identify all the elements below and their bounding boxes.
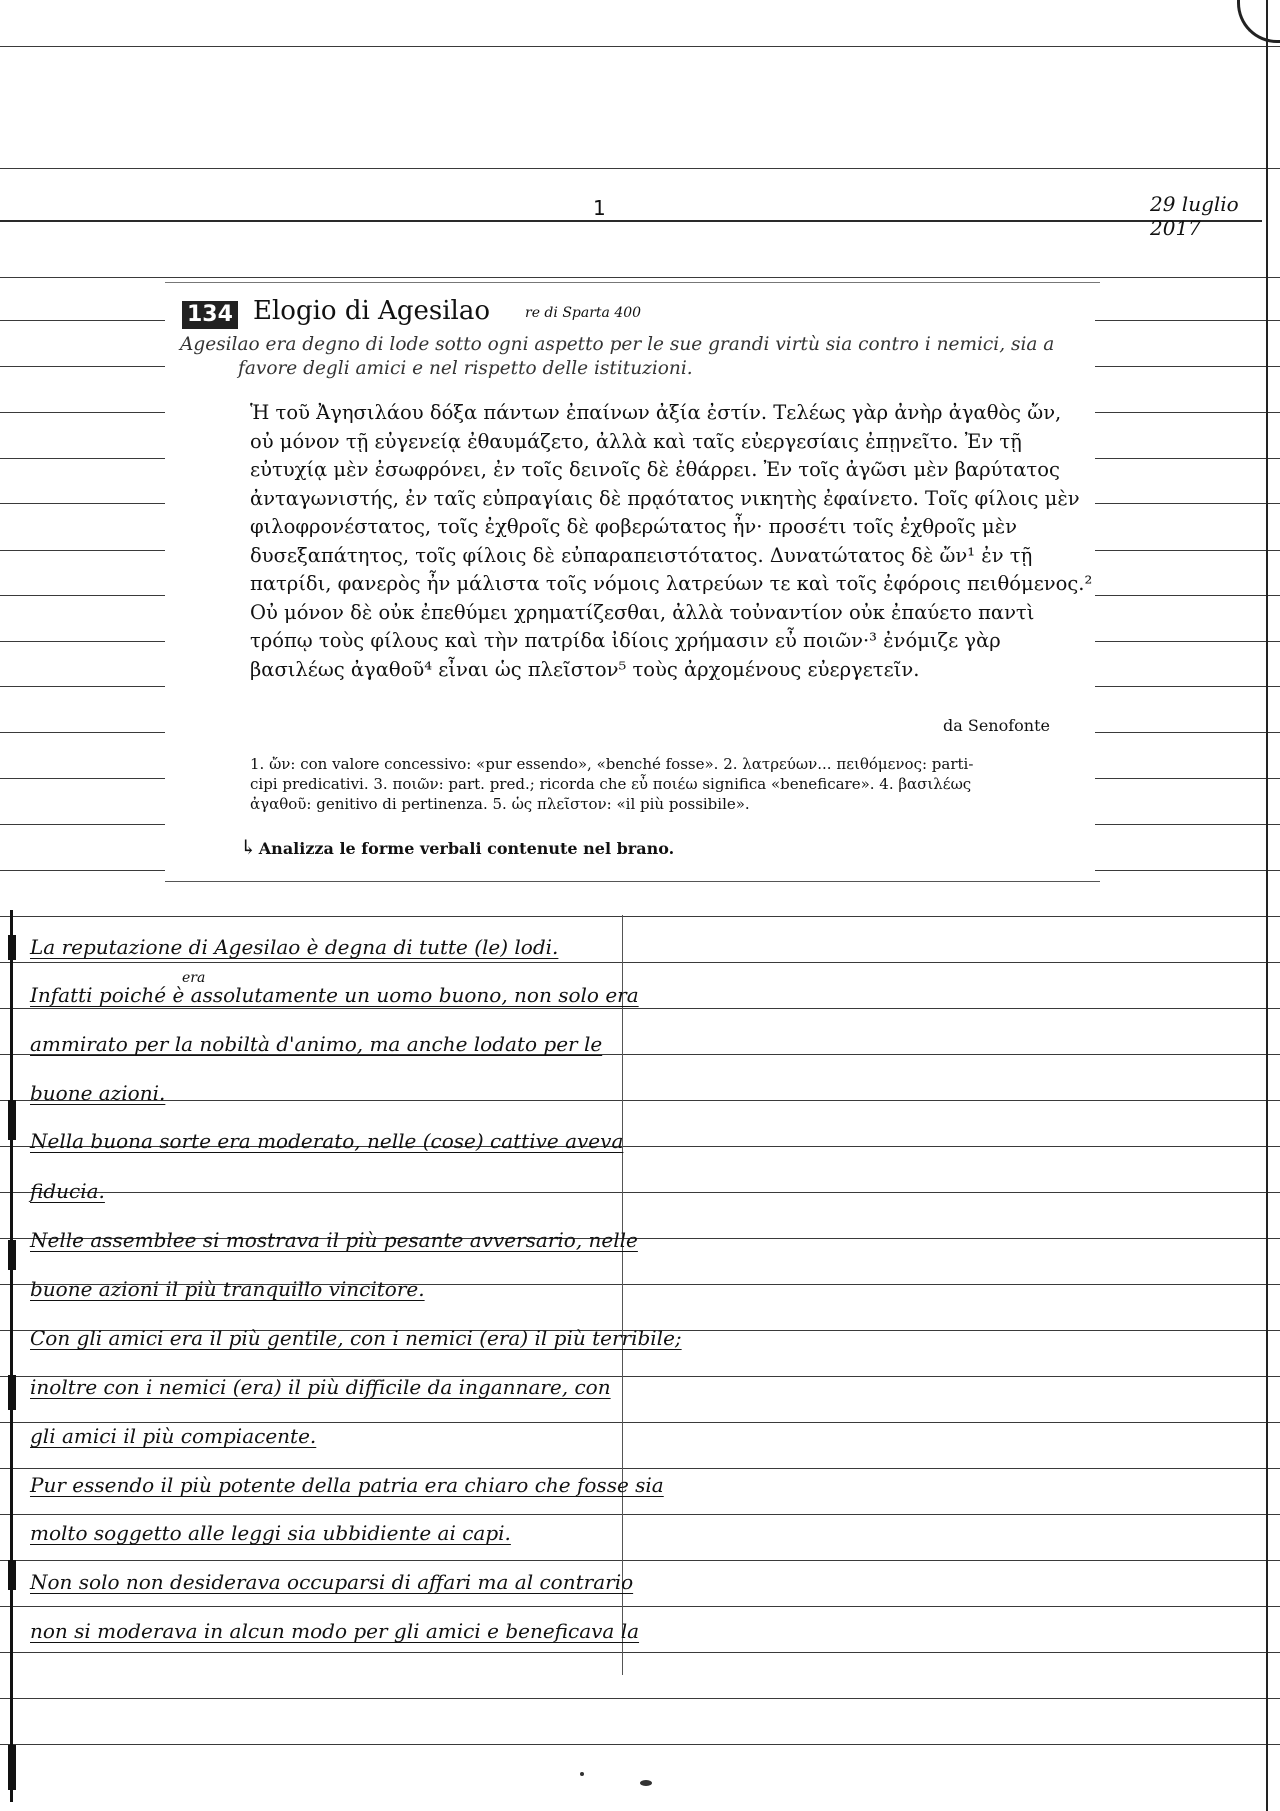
subtitle-line: favore degli amici e nel rispetto delle istituzioni.: [238, 358, 693, 379]
ruled-line: [0, 1698, 1280, 1699]
clipping-edge: [165, 881, 1100, 882]
handwritten-line: buone azioni.: [30, 1081, 166, 1105]
greek-line: οὐ μόνον τῇ εὐγενείᾳ ἐθαυμάζετο, ἀλλὰ καὶ ταῖς εὐεργεσίαις ἐπῃνεῖτο. Ἐν τῇ: [250, 429, 1022, 453]
handwritten-line: Nelle assemblee si mostrava il più pesante avversario, nelle: [30, 1228, 638, 1252]
ruled-line: [0, 1008, 1280, 1009]
handwritten-line: inoltre con i nemici (era) il più difficile da ingannare, con: [30, 1375, 611, 1399]
footnote-line: ἀγαθοῦ: genitivo di pertinenza. 5. ὡς πλεῖστον: «il più possibile».: [250, 795, 750, 813]
handwritten-line: Con gli amici era il più gentile, con i nemici (era) il più terribile;: [30, 1326, 682, 1350]
margin-mark: [8, 1745, 16, 1790]
exercise-number: 134: [182, 301, 238, 329]
handwritten-line: non si moderava in alcun modo per gli amici e beneficava la: [30, 1619, 640, 1643]
handwritten-insertion: era: [182, 970, 206, 986]
margin-mark: [8, 1100, 16, 1140]
greek-line: βασιλέως ἀγαθοῦ⁴ εἶναι ὡς πλεῖστον⁵ τοὺς ἀρχομένους εὐεργετεῖν.: [250, 657, 920, 681]
ruled-line: [0, 1560, 1280, 1561]
ruled-line: [0, 1514, 1280, 1515]
ruled-line: [0, 46, 1280, 47]
margin-mark: [8, 1560, 16, 1590]
handwritten-line: Non solo non desiderava occuparsi di affari ma al contrario: [30, 1570, 634, 1594]
footnotes: [250, 754, 1082, 814]
ruled-line: [0, 1422, 1280, 1423]
greek-line: δυσεξαπάτητος, τοῖς φίλοις δὲ εὐπαραπειστότατος. Δυνατώτατος δὲ ὤν¹ ἐν τῇ: [250, 543, 1033, 567]
ruled-line: [0, 916, 1280, 917]
greek-line: φιλοφρονέστατος, τοῖς ἐχθροῖς δὲ φοβερώτατος ἦν· προσέτι τοῖς ἐχθροῖς μὲν: [250, 515, 1018, 538]
page-corner: [1237, 0, 1280, 43]
ruled-line: [0, 220, 1262, 222]
subtitle-line: Agesilao era degno di lode sotto ogni aspetto per le sue grandi virtù sia contro i nemici, sia a: [180, 334, 1055, 355]
ruled-line: [0, 1192, 1280, 1193]
exercise-instruction: [240, 835, 674, 859]
ruled-line: [0, 277, 1280, 278]
footnote-line: 1. ὤν: con valore concessivo: «pur essendo», «benché fosse». 2. λατρεύων... πειθόμενος: parti-: [250, 755, 974, 773]
page-edge: [1266, 0, 1268, 1811]
scan-speck: [640, 1780, 652, 1786]
handwritten-date: 29 luglio 2017: [1150, 192, 1239, 240]
page-number: 1: [593, 196, 606, 220]
handwritten-line: La reputazione di Agesilao è degna di tutte (le) lodi.: [30, 935, 559, 959]
ruled-line: [0, 962, 1280, 963]
ruled-line: [0, 1468, 1280, 1469]
handwritten-title-note: re di Sparta 400: [525, 305, 642, 321]
handwritten-line: fiducia.: [30, 1179, 105, 1203]
scan-speck: [580, 1772, 584, 1776]
handwritten-line: ammirato per la nobiltà d'animo, ma anche lodato per le: [30, 1032, 603, 1056]
ruled-line: [0, 1100, 1280, 1101]
hook-arrow-icon: ↳: [240, 835, 257, 859]
textbook-clipping: [165, 283, 1095, 881]
greek-line: τρόπῳ τοὺς φίλους καὶ τὴν πατρίδα ἰδίοις χρήμασιν εὖ ποιῶν·³ ἐνόμιζε γὰρ: [250, 629, 1001, 652]
greek-line: Ἡ τοῦ Ἀγησιλάου δόξα πάντων ἐπαίνων ἀξία ἐστίν. Τελέως γὰρ ἀνὴρ ἀγαθὸς ὤν,: [250, 401, 1062, 424]
margin-mark: [8, 1240, 16, 1270]
margin-mark: [8, 1375, 16, 1410]
handwritten-line: Nella buona sorte era moderato, nelle (cose) cattive aveva: [30, 1129, 624, 1153]
instruction-text: Analizza le forme verbali contenute nel brano.: [258, 839, 675, 858]
ruled-line: [0, 1606, 1280, 1607]
handwritten-line: Pur essendo il più potente della patria era chiaro che fosse sia: [30, 1473, 664, 1497]
handwritten-line: buone azioni il più tranquillo vincitore.: [30, 1277, 425, 1301]
exercise-subtitle: [180, 333, 1070, 381]
source-attribution: da Senofonte: [943, 716, 1050, 735]
greek-line: Οὐ μόνον δὲ οὐκ ἐπεθύμει χρηματίζεσθαι, ἀλλὰ τοὐναντίον οὐκ ἐπαύετο παντὶ: [250, 600, 1035, 624]
column-divider: [622, 915, 623, 1675]
ruled-line: [0, 1652, 1280, 1653]
ruled-line: [0, 1744, 1280, 1745]
notebook-margin: [10, 910, 13, 1802]
footnote-line: cipi predicativi. 3. ποιῶν: part. pred.; ricorda che εὖ ποιέω significa «beneficare». 4. βασιλέως: [250, 775, 972, 793]
handwritten-line: molto soggetto alle leggi sia ubbidiente ai capi.: [30, 1521, 511, 1545]
greek-line: πατρίδι, φανερὸς ἦν μάλιστα τοῖς νόμοις λατρεύων τε καὶ τοῖς ἐφόροις πειθόμενος.²: [250, 572, 1093, 595]
margin-mark: [8, 935, 16, 960]
exercise-title: Elogio di Agesilao: [253, 296, 490, 326]
greek-line: ἀνταγωνιστής, ἐν ταῖς εὐπραγίαις δὲ πρᾳότατος νικητὴς ἐφαίνετο. Τοῖς φίλοις μὲν: [250, 486, 1080, 510]
ruled-line: [0, 168, 1280, 169]
handwritten-line: Infatti poiché è assolutamente un uomo buono, non solo era: [30, 983, 639, 1007]
handwritten-line: gli amici il più compiacente.: [30, 1424, 317, 1448]
greek-text: [250, 399, 1093, 684]
greek-line: εὐτυχίᾳ μὲν ἐσωφρόνει, ἐν τοῖς δεινοῖς δὲ ἐθάρρει. Ἐν τοῖς ἀγῶσι μὲν βαρύτατος: [250, 458, 1060, 481]
